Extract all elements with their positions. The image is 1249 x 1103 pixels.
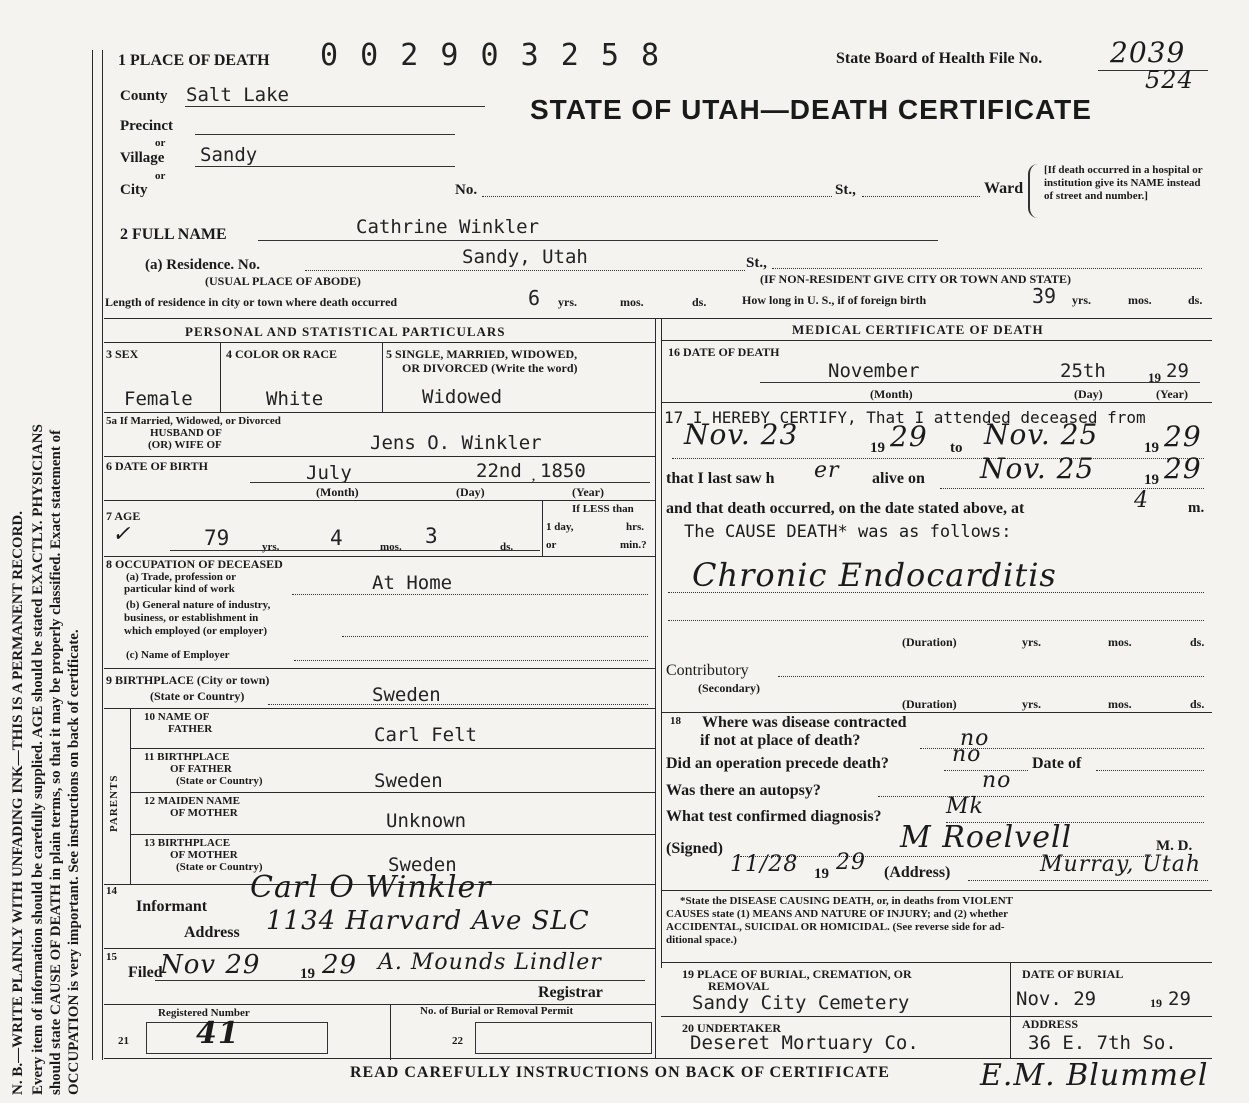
physician-address: Murray, Utah xyxy=(1040,852,1202,877)
full-name-line xyxy=(258,240,938,241)
row5a-bottom xyxy=(104,456,655,457)
duration-label-2: (Duration) xyxy=(902,697,957,711)
last-saw-text: that I last saw h xyxy=(666,470,775,487)
burial-year-prefix: 19 xyxy=(1150,996,1162,1010)
husband-label-1: 5a If Married, Widowed, or Divorced xyxy=(106,415,281,427)
left-border-inner xyxy=(102,50,103,1060)
us-ds: ds. xyxy=(1188,293,1203,307)
death-month: November xyxy=(828,360,920,382)
occ-a-2: particular kind of work xyxy=(124,583,235,595)
husband-label-2: HUSBAND OF xyxy=(150,427,222,439)
cause-value: Chronic Endocarditis xyxy=(692,556,1057,594)
dob-label: 6 DATE OF BIRTH xyxy=(106,459,208,473)
age-years: 79 xyxy=(204,526,230,550)
birthplace-sub: (State or Country) xyxy=(150,689,245,703)
row14-bottom xyxy=(104,948,655,949)
duration-ds-2: ds. xyxy=(1190,697,1205,711)
row11-bottom xyxy=(130,792,655,793)
left-border-outer xyxy=(92,50,93,1060)
no-label: No. xyxy=(455,182,478,198)
num-22: 22 xyxy=(452,1035,463,1047)
st-label: St., xyxy=(835,182,856,198)
attend-from: Nov. 23 xyxy=(684,418,799,451)
md-label: M. D. xyxy=(1156,838,1193,854)
length-mos: mos. xyxy=(620,295,644,309)
date-of-death-label: 16 DATE OF DEATH xyxy=(668,345,780,359)
physician-signature: M Roelvell xyxy=(900,820,1073,855)
less-than-or: or xyxy=(546,539,557,551)
test-label: What test confirmed diagnosis? xyxy=(666,808,882,825)
father-label-1: 10 NAME OF xyxy=(144,711,210,723)
duration-yrs-2: yrs. xyxy=(1022,697,1041,711)
dob-month-cap: (Month) xyxy=(316,485,359,499)
note-2: CAUSES state (1) MEANS AND NATURE OF INJURY; and (2) whether xyxy=(666,908,1009,920)
birthplace-label: 9 BIRTHPLACE (City or town) xyxy=(106,673,270,687)
note-3: ACCIDENTAL, SUICIDAL OR HOMICIDAL. (See reverse side for ad- xyxy=(666,921,1005,933)
dob-day: 22nd xyxy=(476,460,522,482)
medical-title-line xyxy=(661,340,1212,341)
duration-label-1: (Duration) xyxy=(902,635,957,649)
margin-instructions-2: should state CAUSE OF DEATH in plain terms, so that it may be properly classified. Exact statement of xyxy=(48,429,64,1095)
residence-line xyxy=(305,270,745,271)
operation-value: no xyxy=(952,742,982,767)
to-label: to xyxy=(950,440,963,456)
age-label: 7 AGE xyxy=(106,509,141,523)
cause-line-2 xyxy=(668,620,1204,621)
birthplace-value: Sweden xyxy=(372,684,441,706)
color-label: 4 COLOR OR RACE xyxy=(226,347,338,361)
parents-divider xyxy=(130,708,131,884)
occ-c: (c) Name of Employer xyxy=(126,649,230,661)
color-divider xyxy=(382,342,383,412)
less-than-hrs: hrs. xyxy=(626,521,645,533)
file-number: 2039 xyxy=(1110,36,1186,69)
autopsy-line xyxy=(878,796,1204,797)
village-line xyxy=(195,166,455,167)
contracted-1: Where was disease contracted xyxy=(702,714,907,731)
place-of-death-label: 1 PLACE OF DEATH xyxy=(118,52,270,69)
signed-date: 11/28 xyxy=(730,852,799,877)
occ-b-1: (b) General nature of industry, xyxy=(126,599,271,611)
occ-c-line xyxy=(294,660,648,661)
marital-label-2: OR DIVORCED (Write the word) xyxy=(402,361,578,375)
attend-from-19: 19 xyxy=(870,440,885,456)
length-yrs: yrs. xyxy=(558,295,577,309)
m-label: m. xyxy=(1188,500,1205,516)
attend-to-year: 29 xyxy=(1164,420,1202,453)
row3-bottom xyxy=(104,412,655,413)
cause-line-1 xyxy=(668,592,1204,593)
precinct-label: Precinct xyxy=(120,118,174,134)
stamp-number: 0 0 2 9 0 3 2 5 8 xyxy=(320,38,662,73)
age-mos-label: mos. xyxy=(380,541,402,553)
date-of-label: Date of xyxy=(1032,755,1082,772)
full-name-value: Cathrine Winkler xyxy=(356,216,540,238)
informant-address-label: Address xyxy=(184,924,240,941)
color-value: White xyxy=(266,388,324,410)
length-years: 6 xyxy=(528,286,541,310)
burial-permit-label: No. of Burial or Removal Permit xyxy=(420,1005,574,1017)
ward-brace xyxy=(1028,164,1040,218)
contracted-2: if not at place of death? xyxy=(700,732,861,749)
informant-address: 1134 Harvard Ave SLC xyxy=(266,906,590,936)
occ-b-2: business, or establishment in xyxy=(124,612,259,624)
age-checkmark: ✓ xyxy=(112,522,131,547)
death-day: 25th xyxy=(1060,360,1106,382)
ward-label: Ward xyxy=(984,180,1024,197)
nonresident-note: (IF NON-RESIDENT GIVE CITY OR TOWN AND STATE) xyxy=(760,272,1072,286)
us-yrs: yrs. xyxy=(1072,293,1091,307)
informant-label: Informant xyxy=(136,898,208,915)
last-saw-h: er xyxy=(814,458,840,483)
residence-st-line xyxy=(772,268,1202,269)
mother-label-2: OF MOTHER xyxy=(170,807,238,819)
residence-value: Sandy, Utah xyxy=(462,246,588,268)
margin-instructions-1: Every item of information should be carefully supplied. AGE should be stated EXACTLY. PHYSICIANS xyxy=(30,424,46,1095)
num-18: 18 xyxy=(670,715,681,727)
autopsy-value: no xyxy=(982,768,1012,793)
margin-instructions-3: OCCUPATION is very important. See instructions on back of certificate. xyxy=(66,629,82,1095)
dob-year-cap: (Year) xyxy=(572,485,604,499)
county-value: Salt Lake xyxy=(186,84,289,106)
filed-year: 29 xyxy=(322,950,358,980)
filed-label: Filed xyxy=(128,964,163,981)
cause-text: The CAUSE DEATH* was as follows: xyxy=(684,522,1012,542)
row17-bottom xyxy=(661,712,1212,713)
father-bp-3: (State or Country) xyxy=(176,775,263,787)
registered-number: 41 xyxy=(196,1016,240,1051)
ward-note: [If death occurred in a hospital or institution give its NAME instead of street and number.] xyxy=(1044,164,1203,202)
father-bp-value: Sweden xyxy=(374,770,443,792)
alive-on-text: alive on xyxy=(872,470,925,487)
dob-day-cap: (Day) xyxy=(456,485,485,499)
death-day-cap: (Day) xyxy=(1074,387,1103,401)
mother-label-1: 12 MAIDEN NAME xyxy=(144,795,240,807)
birthplace-line xyxy=(268,704,648,705)
dob-month: July xyxy=(306,462,352,484)
signed-bottom xyxy=(661,890,1212,891)
date-of-line xyxy=(1096,770,1204,771)
contributory-label: Contributory xyxy=(666,662,749,679)
operation-label: Did an operation precede death? xyxy=(666,755,889,772)
undertaker-address-label: ADDRESS xyxy=(1022,1017,1079,1031)
autopsy-label: Was there an autopsy? xyxy=(666,782,821,799)
mother-bp-3: (State or Country) xyxy=(176,861,263,873)
residence-label: (a) Residence. No. xyxy=(145,257,260,273)
burial-date-value: Nov. 29 xyxy=(1016,988,1097,1010)
num-21: 21 xyxy=(118,1035,129,1047)
last-saw-line xyxy=(940,488,1204,489)
num-15: 15 xyxy=(106,951,117,963)
death-year-cap: (Year) xyxy=(1156,387,1188,401)
age-line xyxy=(170,550,540,551)
attend-from-year: 29 xyxy=(890,420,928,453)
filed-date: Nov 29 xyxy=(160,950,261,980)
occ-a-line xyxy=(292,594,648,595)
city-label: City xyxy=(120,182,148,198)
duration-mos-1: mos. xyxy=(1108,635,1132,649)
burial-date-label: DATE OF BURIAL xyxy=(1022,967,1124,981)
precinct-line xyxy=(195,134,455,135)
note-1: *State the DISEASE CAUSING DEATH, or, in deaths from VIOLENT xyxy=(680,895,1014,907)
duration-yrs-1: yrs. xyxy=(1022,635,1041,649)
row16-bottom xyxy=(661,402,1212,403)
father-value: Carl Felt xyxy=(374,724,477,746)
last-saw-date: Nov. 25 xyxy=(980,452,1095,485)
row9-bottom xyxy=(104,708,655,709)
undertaker-value: Deseret Mortuary Co. xyxy=(690,1032,919,1054)
dob-comma: , xyxy=(532,469,535,483)
row19-bottom xyxy=(661,1016,1212,1017)
attend-to: Nov. 25 xyxy=(984,418,1099,451)
file-number-label: State Board of Health File No. xyxy=(836,50,1043,67)
informant-signature: Carl O Winkler xyxy=(250,870,492,905)
mother-bp-2: OF MOTHER xyxy=(170,849,238,861)
row10-bottom xyxy=(130,748,655,749)
personal-title-line xyxy=(104,342,655,343)
father-bp-1: 11 BIRTHPLACE xyxy=(144,751,230,763)
marital-value: Widowed xyxy=(422,386,503,408)
mother-bp-1: 13 BIRTHPLACE xyxy=(144,837,231,849)
attend-to-19: 19 xyxy=(1144,440,1159,456)
length-residence-label: Length of residence in city or town where death occurred xyxy=(105,295,398,309)
section-top-line xyxy=(104,318,1212,319)
age-ds-label: ds. xyxy=(500,541,514,553)
or-1: or xyxy=(155,137,166,149)
death-month-cap: (Month) xyxy=(870,387,913,401)
burial-place-label-1: 19 PLACE OF BURIAL, CREMATION, OR xyxy=(682,967,912,981)
or-2: or xyxy=(155,170,166,182)
file-number-sub: 524 xyxy=(1145,66,1194,94)
burial-place-value: Sandy City Cemetery xyxy=(692,992,910,1014)
length-ds: ds. xyxy=(692,295,707,309)
mother-bp-value: Sweden xyxy=(388,854,457,876)
county-line xyxy=(185,106,485,107)
age-divider xyxy=(542,500,543,556)
contracted-value: no xyxy=(960,726,990,751)
attend-line xyxy=(672,458,1204,459)
village-value: Sandy xyxy=(200,144,258,166)
burial-permit-box xyxy=(475,1022,652,1054)
signed-year-prefix: 19 xyxy=(814,866,829,882)
age-yrs-label: yrs. xyxy=(262,541,280,553)
husband-label-3: (OR) WIFE OF xyxy=(148,439,222,451)
occurred-time: 4 xyxy=(1134,488,1149,513)
us-years: 39 xyxy=(1032,284,1057,308)
dob-line xyxy=(250,482,650,483)
last-saw-19: 19 xyxy=(1144,472,1159,488)
sex-value: Female xyxy=(124,388,193,410)
instructions-footer: READ CAREFULLY INSTRUCTIONS ON BACK OF CERTIFICATE xyxy=(350,1064,890,1081)
test-value: Mk xyxy=(946,794,984,819)
mother-value: Unknown xyxy=(386,810,467,832)
us-label: How long in U. S., if of foreign birth xyxy=(742,293,927,307)
burial-place-label-2: REMOVAL xyxy=(708,979,770,993)
husband-value: Jens O. Winkler xyxy=(370,432,542,454)
row6-bottom xyxy=(104,500,655,501)
occupation-value: At Home xyxy=(372,572,453,594)
sex-divider xyxy=(220,342,221,412)
burial-year: 29 xyxy=(1168,988,1191,1010)
death-year: 29 xyxy=(1166,360,1189,382)
less-than-min: min.? xyxy=(620,539,647,551)
sex-label: 3 SEX xyxy=(106,347,139,361)
physician-address-line xyxy=(968,880,1208,881)
residence-st-label: St., xyxy=(746,255,767,271)
contributory-line xyxy=(778,676,1204,677)
num-14: 14 xyxy=(106,885,117,897)
occ-b-line xyxy=(342,636,648,637)
filed-line xyxy=(155,980,645,981)
signed-year: 29 xyxy=(836,850,866,875)
last-saw-year: 29 xyxy=(1164,452,1202,485)
occurred-text: and that death occurred, on the date stated above, at xyxy=(666,500,1025,517)
full-name-label: 2 FULL NAME xyxy=(120,226,227,243)
ward-line xyxy=(862,196,980,197)
age-days: 3 xyxy=(425,524,438,548)
registrar-label: Registrar xyxy=(538,984,603,1001)
registered-label: Registered Number xyxy=(158,1007,250,1019)
age-months: 4 xyxy=(330,526,343,550)
certificate-title: STATE OF UTAH—DEATH CERTIFICATE xyxy=(530,94,1092,125)
father-bp-2: OF FATHER xyxy=(170,763,232,775)
occupation-label: 8 OCCUPATION OF DECEASED xyxy=(106,557,283,571)
occ-b-3: which employed (or employer) xyxy=(124,625,268,637)
burial-divider xyxy=(1010,962,1011,1058)
parents-label: PARENTS xyxy=(108,774,120,832)
margin-warning: N. B.—WRITE PLAINLY WITH UNFADING INK—THIS IS A PERMANENT RECORD. xyxy=(10,511,26,1095)
registrar-signature: A. Mounds Lindler xyxy=(378,950,602,975)
secondary-label: (Secondary) xyxy=(698,681,760,695)
us-mos: mos. xyxy=(1128,293,1152,307)
signed-label: (Signed) xyxy=(666,840,723,857)
village-label: Village xyxy=(120,150,165,166)
occ-a-1: (a) Trade, profession or xyxy=(126,571,236,583)
center-divider-2 xyxy=(661,318,662,968)
undertaker-label: 20 UNDERTAKER xyxy=(682,1021,782,1035)
center-divider xyxy=(655,318,656,1058)
footer-signature: E.M. Blummel xyxy=(980,1058,1209,1093)
less-than-2: 1 day, xyxy=(546,521,574,533)
notes-bottom xyxy=(661,962,1212,963)
note-4: ditional space.) xyxy=(666,934,737,946)
abode-note: (USUAL PLACE OF ABODE) xyxy=(205,274,361,288)
no-line xyxy=(482,196,832,197)
row12-bottom xyxy=(130,834,655,835)
personal-section-title: PERSONAL AND STATISTICAL PARTICULARS xyxy=(185,324,506,339)
death-date-line xyxy=(760,382,1200,383)
father-label-2: FATHER xyxy=(168,723,213,735)
row8-bottom xyxy=(104,668,655,669)
death-year-prefix: 19 xyxy=(1148,370,1161,385)
less-than-1: If LESS than xyxy=(572,503,634,515)
medical-section-title: MEDICAL CERTIFICATE OF DEATH xyxy=(792,322,1044,337)
county-label: County xyxy=(120,88,168,104)
certify-text: 17 I HEREBY CERTIFY, That I attended deceased from xyxy=(664,408,1146,427)
undertaker-address: 36 E. 7th So. xyxy=(1028,1032,1177,1054)
marital-label-1: 5 SINGLE, MARRIED, WIDOWED, xyxy=(386,347,578,361)
duration-mos-2: mos. xyxy=(1108,697,1132,711)
filed-year-prefix: 19 xyxy=(300,966,315,982)
reg-divider xyxy=(390,1004,391,1060)
dob-year: 1850 xyxy=(540,460,586,482)
duration-ds-1: ds. xyxy=(1190,635,1205,649)
physician-address-label: (Address) xyxy=(884,864,951,881)
